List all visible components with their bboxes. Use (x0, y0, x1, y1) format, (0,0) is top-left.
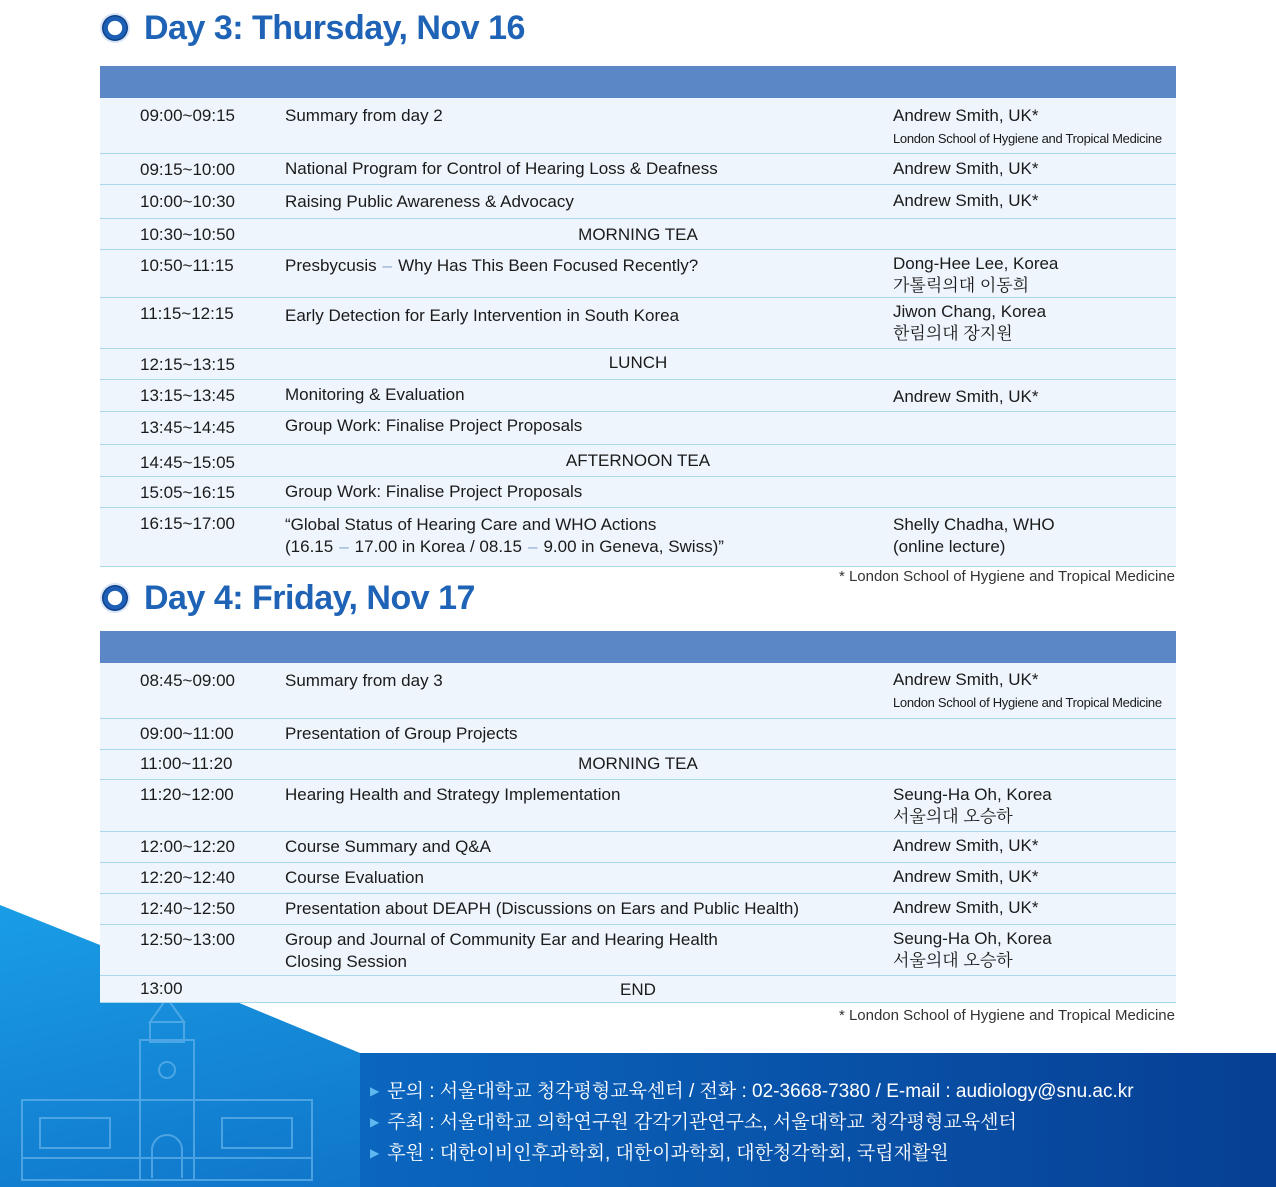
speaker-affiliation: 서울의대 오승하 (893, 807, 1013, 826)
table-row (100, 719, 1176, 750)
session-line: Closing Session (285, 952, 407, 971)
speaker-affiliation: London School of Hygiene and Tropical Medicine (893, 131, 1162, 146)
table-row (100, 663, 1176, 719)
table-row (100, 185, 1176, 219)
time-cell: 10:00~10:30 (140, 192, 236, 211)
contact-host (370, 1107, 1017, 1134)
speaker-cell (893, 301, 1046, 345)
session-part: Presbycusis (285, 256, 377, 275)
speaker-cell (893, 784, 1052, 828)
table-row (100, 349, 1176, 380)
session-cell: Group Work: Finalise Project Proposals (285, 416, 583, 435)
time-cell: 10:50~11:15 (140, 256, 234, 275)
table-row (100, 412, 1176, 445)
table-row (100, 250, 1176, 298)
session-part: (16.15 (285, 537, 334, 556)
time-cell: 12:15~13:15 (140, 355, 236, 374)
table-row (100, 780, 1176, 832)
session-cell: Raising Public Awareness & Advocacy (285, 192, 574, 211)
table-row (100, 894, 1176, 925)
speaker-affiliation: 서울의대 오승하 (893, 951, 1013, 970)
time-cell: 09:00~09:15 (140, 106, 236, 125)
speaker-cell: Andrew Smith, UK* (893, 191, 1039, 210)
speaker-cell (893, 253, 1058, 297)
break-cell: END (620, 980, 656, 999)
session-part: 17.00 in Korea / 08.15 (354, 537, 522, 556)
session-cell (285, 929, 718, 973)
session-cell: Presentation of Group Projects (285, 724, 518, 743)
dash-separator-icon: – (527, 537, 538, 556)
time-cell: 09:00~11:00 (140, 724, 234, 743)
circle-bullet-icon (102, 585, 128, 611)
break-cell: MORNING TEA (578, 754, 698, 773)
time-cell: 10:30~10:50 (140, 225, 236, 244)
table-row (100, 380, 1176, 412)
table-row (100, 925, 1176, 976)
speaker-name: Jiwon Chang, Korea (893, 302, 1047, 321)
table-row (100, 98, 1176, 154)
table-row (100, 750, 1176, 780)
triangle-bullet-icon: ▶ (370, 1084, 380, 1098)
break-cell: AFTERNOON TEA (565, 451, 711, 470)
time-cell: 13:00 (140, 979, 183, 998)
time-cell: 14:45~15:05 (140, 453, 236, 472)
speaker-name: Dong-Hee Lee, Korea (893, 254, 1059, 273)
session-cell: Hearing Health and Strategy Implementation (285, 785, 621, 804)
session-part: 9.00 in Geneva, Swiss)” (543, 537, 724, 556)
table-row (100, 508, 1176, 567)
speaker-affiliation: 한림의대 장지원 (893, 324, 1013, 343)
table-row (100, 445, 1176, 477)
time-cell: 16:15~17:00 (140, 514, 236, 533)
session-line: Group and Journal of Community Ear and Hearing Health (285, 930, 718, 949)
speaker-name: Seung-Ha Oh, Korea (893, 785, 1052, 804)
speaker-cell (893, 514, 1055, 558)
sponsor-text: 후원 : 대한이비인후과학회, 대한이과학회, 대한청각학회, 국립재활원 (387, 1143, 949, 1164)
session-cell: Course Summary and Q&A (285, 837, 491, 856)
speaker-affiliation: London School of Hygiene and Tropical Medicine (893, 695, 1162, 710)
speaker-cell (893, 928, 1052, 972)
table-row (100, 832, 1176, 863)
day4-heading (102, 576, 475, 620)
time-cell: 09:15~10:00 (140, 160, 236, 179)
session-cell: Group Work: Finalise Project Proposals (285, 482, 583, 501)
speaker-cell: Andrew Smith, UK* (893, 387, 1039, 406)
table-row (100, 863, 1176, 894)
day4-title: Day 4: Friday, Nov 17 (144, 578, 475, 617)
speaker-cell: Andrew Smith, UK* (893, 867, 1039, 886)
speaker-name: Seung-Ha Oh, Korea (893, 929, 1052, 948)
time-cell: 11:15~12:15 (140, 304, 234, 323)
break-cell: LUNCH (608, 353, 668, 372)
time-cell: 13:15~13:45 (140, 386, 236, 405)
dash-separator-icon: – (339, 537, 349, 556)
speaker-cell: Andrew Smith, UK* (893, 836, 1039, 855)
host-text: 주최 : 서울대학교 의학연구원 감각기관연구소, 서울대학교 청각평형교육센터 (387, 1112, 1017, 1133)
circle-bullet-icon (102, 15, 128, 41)
session-cell: Early Detection for Early Intervention in South Korea (285, 306, 680, 325)
day3-title: Day 3: Thursday, Nov 16 (144, 8, 525, 47)
speaker-cell: Andrew Smith, UK* (893, 159, 1039, 178)
speaker-cell (893, 669, 1162, 713)
session-cell: Summary from day 2 (285, 106, 443, 125)
session-cell: Course Evaluation (285, 868, 424, 887)
speaker-name: Andrew Smith, UK* (893, 670, 1039, 689)
speaker-cell: Andrew Smith, UK* (893, 898, 1039, 917)
table-row (100, 298, 1176, 349)
time-cell: 13:45~14:45 (140, 418, 236, 437)
time-cell: 12:20~12:40 (140, 868, 236, 887)
table-header-bar (100, 631, 1176, 663)
time-cell: 11:00~11:20 (140, 754, 233, 773)
break-cell: MORNING TEA (578, 225, 698, 244)
time-cell: 12:00~12:20 (140, 837, 236, 856)
day3-schedule-table (100, 66, 1176, 567)
time-cell: 08:45~09:00 (140, 671, 236, 690)
session-cell: Presentation about DEAPH (Discussions on Ears and Public Health) (285, 899, 800, 918)
time-cell: 15:05~16:15 (140, 483, 236, 502)
day4-footnote: * London School of Hygiene and Tropical Medicine (838, 1007, 1175, 1024)
inquiry-text: 문의 : 서울대학교 청각평형교육센터 / 전화 : 02-3668-7380 / E-mail : audiology@snu.ac.kr (387, 1081, 1134, 1102)
speaker-name: Shelly Chadha, WHO (893, 515, 1055, 534)
session-cell: Summary from day 3 (285, 671, 443, 690)
dash-separator-icon: – (382, 256, 393, 275)
day3-heading (102, 6, 525, 50)
table-row (100, 154, 1176, 185)
speaker-name: Andrew Smith, UK* (893, 106, 1039, 125)
speaker-cell (893, 105, 1162, 149)
day4-schedule-table (100, 631, 1176, 1003)
session-cell (285, 255, 698, 277)
table-header-bar (100, 66, 1176, 98)
session-part: Why Has This Been Focused Recently? (398, 256, 699, 275)
triangle-bullet-icon: ▶ (370, 1146, 380, 1160)
time-cell: 11:20~12:00 (140, 785, 234, 804)
time-cell: 12:50~13:00 (140, 930, 236, 949)
contact-inquiry (370, 1076, 1134, 1103)
speaker-affiliation: 가톨릭의대 이동희 (893, 276, 1030, 295)
triangle-bullet-icon: ▶ (370, 1115, 380, 1129)
table-row (100, 976, 1176, 1003)
session-cell: National Program for Control of Hearing Loss & Deafness (285, 159, 718, 178)
contact-sponsor (370, 1138, 949, 1165)
day3-footnote: * London School of Hygiene and Tropical Medicine (838, 568, 1175, 585)
session-line: “Global Status of Hearing Care and WHO Actions (285, 515, 657, 534)
table-row (100, 219, 1176, 250)
session-cell: Monitoring & Evaluation (285, 385, 465, 404)
time-cell: 12:40~12:50 (140, 899, 236, 918)
table-row (100, 477, 1176, 508)
speaker-affiliation: (online lecture) (893, 537, 1006, 556)
session-cell (285, 514, 724, 558)
